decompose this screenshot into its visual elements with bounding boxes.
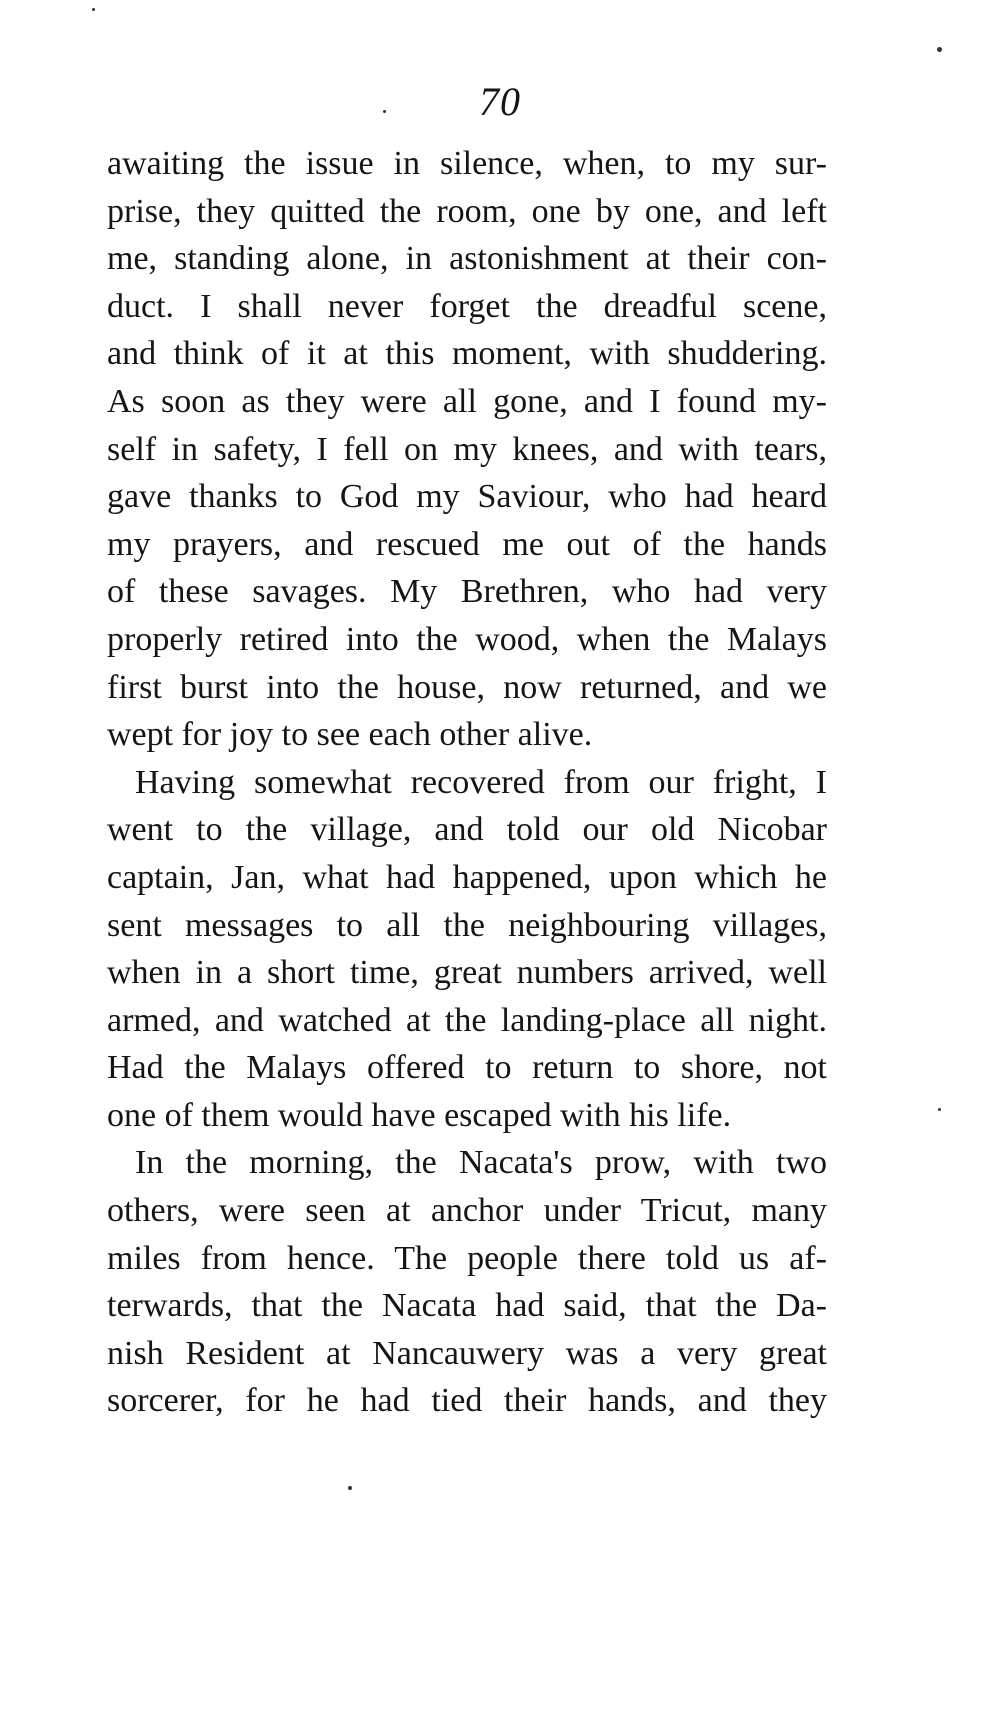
- text-line: terwards, that the Nacata had said, that the Da-: [107, 1287, 827, 1325]
- page-text: [107, 140, 827, 1425]
- text-line: gave thanks to God my Saviour, who had heard: [107, 478, 827, 516]
- page-number: 70: [479, 79, 521, 124]
- text-line: me, standing alone, in astonishment at their con-: [107, 240, 827, 278]
- text-line: one of them would have escaped with his life.: [107, 1096, 732, 1134]
- print-speck: [348, 1486, 352, 1490]
- text-line: duct. I shall never forget the dreadful scene,: [107, 287, 827, 325]
- print-speck: [383, 110, 386, 113]
- text-line: my prayers, and rescued me out of the hands: [107, 525, 827, 563]
- text-line: others, were seen at anchor under Tricut, many: [107, 1192, 827, 1230]
- text-line: armed, and watched at the landing-place all night.: [107, 1001, 827, 1039]
- paragraph-1: [107, 140, 827, 759]
- text-line: Having somewhat recovered from our fright, I: [135, 763, 827, 801]
- text-line: first burst into the house, now returned, and we: [107, 668, 827, 706]
- text-line: self in safety, I fell on my knees, and with tears,: [107, 430, 827, 468]
- text-line: of these savages. My Brethren, who had very: [107, 573, 827, 611]
- text-line: nish Resident at Nancauwery was a very great: [107, 1334, 827, 1372]
- text-line: and think of it at this moment, with shuddering.: [107, 335, 827, 373]
- print-speck: [937, 47, 942, 52]
- text-line: when in a short time, great numbers arrived, well: [107, 954, 827, 992]
- paragraph-2: [107, 759, 827, 1140]
- text-line: sent messages to all the neighbouring villages,: [107, 906, 827, 944]
- text-line: As soon as they were all gone, and I found my-: [107, 382, 827, 420]
- print-speck: [938, 1108, 941, 1111]
- text-line: Had the Malays offered to return to shore, not: [107, 1049, 827, 1087]
- text-line: captain, Jan, what had happened, upon which he: [107, 858, 827, 896]
- text-line: In the morning, the Nacata's prow, with two: [135, 1144, 827, 1182]
- text-line: went to the village, and told our old Nicobar: [107, 811, 827, 849]
- text-line: wept for joy to see each other alive.: [107, 716, 593, 754]
- text-line: awaiting the issue in silence, when, to my sur-: [107, 145, 827, 182]
- text-line: properly retired into the wood, when the Malays: [107, 620, 827, 658]
- paragraph-3: [107, 1139, 827, 1425]
- text-line: prise, they quitted the room, one by one, and left: [107, 192, 827, 230]
- print-speck: [92, 8, 95, 11]
- text-line: miles from hence. The people there told us af-: [107, 1239, 827, 1277]
- text-line: sorcerer, for he had tied their hands, and they: [107, 1382, 827, 1420]
